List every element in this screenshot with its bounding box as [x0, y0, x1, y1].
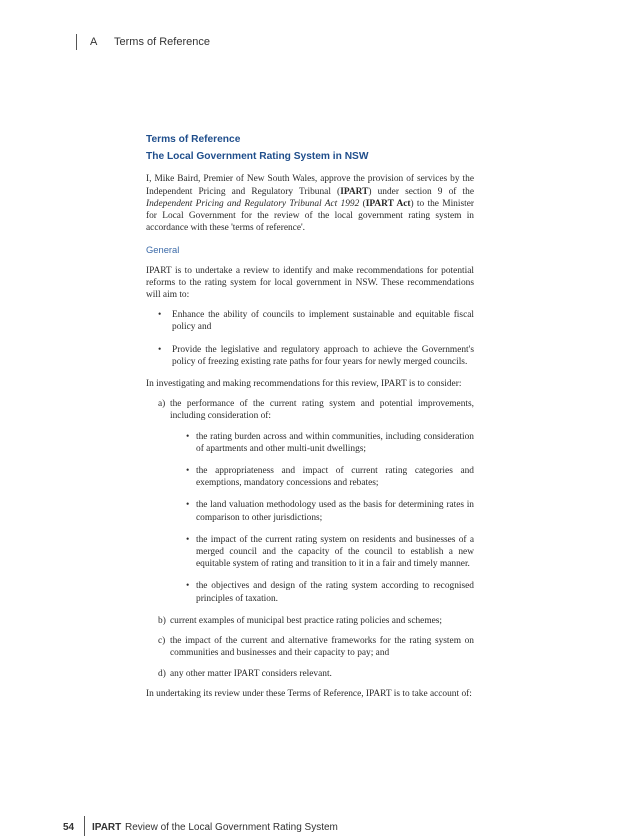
bullet-icon: •	[186, 581, 190, 592]
footer-divider	[84, 816, 85, 836]
sub-item-text: the objectives and design of the rating system according to recognised principles of taxation.	[196, 581, 474, 604]
bullet-icon: •	[158, 310, 162, 321]
list-item	[146, 309, 474, 333]
sub-item-text: the impact of the current rating system on residents and businesses of a merged council and the capacity of the council to establish a new equitable system of rating and transition to it in a fair and timely manner.	[196, 534, 474, 570]
aims-list	[146, 309, 474, 368]
page-content	[146, 134, 474, 708]
footer-title: Review of the Local Government Rating System	[125, 822, 338, 833]
intro-ipart: IPART	[340, 186, 369, 197]
bullet-icon: •	[186, 500, 190, 511]
item-text: any other matter IPART considers relevant.	[170, 668, 332, 679]
section-subheading: The Local Government Rating System in NSW	[146, 151, 369, 163]
consider-list	[146, 398, 474, 679]
intro-act-name: Independent Pricing and Regulatory Tribunal Act 1992	[146, 198, 360, 209]
page-number: 54	[63, 822, 75, 833]
item-marker: a)	[158, 399, 166, 410]
running-header-title: Terms of Reference	[114, 36, 210, 48]
list-item	[146, 344, 474, 368]
header-divider	[76, 34, 77, 50]
item-text: the performance of the current rating system and potential improvements, including consideration of:	[170, 399, 474, 422]
bullet-icon: •	[186, 534, 190, 545]
list-item	[146, 398, 474, 605]
list-item	[170, 534, 474, 571]
item-marker: c)	[158, 636, 166, 647]
item-text: the impact of the current and alternative frameworks for the rating system on communities and businesses and their capacity to pay; and	[170, 636, 474, 659]
intro-text-3: (	[359, 198, 366, 209]
item-marker: d)	[158, 668, 166, 679]
sub-item-text: the land valuation methodology used as the basis for determining rates in comparison to other jurisdictions;	[196, 500, 474, 523]
list-item	[170, 580, 474, 604]
list-item	[170, 465, 474, 489]
intro-text-2: ) under section 9 of the	[368, 186, 474, 197]
general-heading: General	[146, 244, 180, 256]
list-item	[170, 431, 474, 455]
appendix-letter: A	[90, 36, 98, 48]
intro-paragraph	[146, 173, 474, 234]
aim-text: Provide the legislative and regulatory approach to achieve the Government's policy of freezing existing rate paths for four years for newly merged councils.	[172, 344, 474, 367]
bullet-icon: •	[186, 431, 190, 442]
aim-text: Enhance the ability of councils to implement sustainable and equitable fiscal policy and	[172, 310, 474, 333]
footer-brand: IPART	[92, 822, 122, 833]
sub-item-text: the appropriateness and impact of current rating categories and exemptions, mandatory concessions and rebates;	[196, 466, 474, 489]
intro-ipart-act: IPART Act	[365, 198, 411, 209]
list-item	[170, 499, 474, 523]
general-paragraph: IPART is to undertake a review to identify and make recommendations for potential reforms to the rating system for local government in NSW. These recommendations will aim to:	[146, 265, 474, 301]
bullet-icon: •	[158, 344, 162, 355]
intro-text-1: I, Mike Baird, Premier of New South Wales, approve the provision of services by the Independent Pricing and Regulatory Tribunal (	[146, 174, 474, 197]
sub-list	[170, 431, 474, 605]
bullet-icon: •	[186, 466, 190, 477]
intro-text-4: ) to the Minister for Local Government for the review of the local government rating system in accordance with these 'terms of reference'.	[146, 198, 474, 234]
closing-paragraph: In undertaking its review under these Terms of Reference, IPART is to take account of:	[146, 688, 472, 699]
consider-intro: In investigating and making recommendations for this review, IPART is to consider:	[146, 379, 462, 390]
list-item	[146, 668, 474, 680]
section-heading: Terms of Reference	[146, 134, 241, 145]
sub-item-text: the rating burden across and within communities, including consideration of apartments and other multi-unit dwellings;	[196, 431, 474, 454]
list-item	[146, 635, 474, 659]
item-text: current examples of municipal best practice rating policies and schemes;	[170, 615, 443, 626]
item-marker: b)	[158, 615, 166, 626]
list-item	[146, 615, 474, 627]
